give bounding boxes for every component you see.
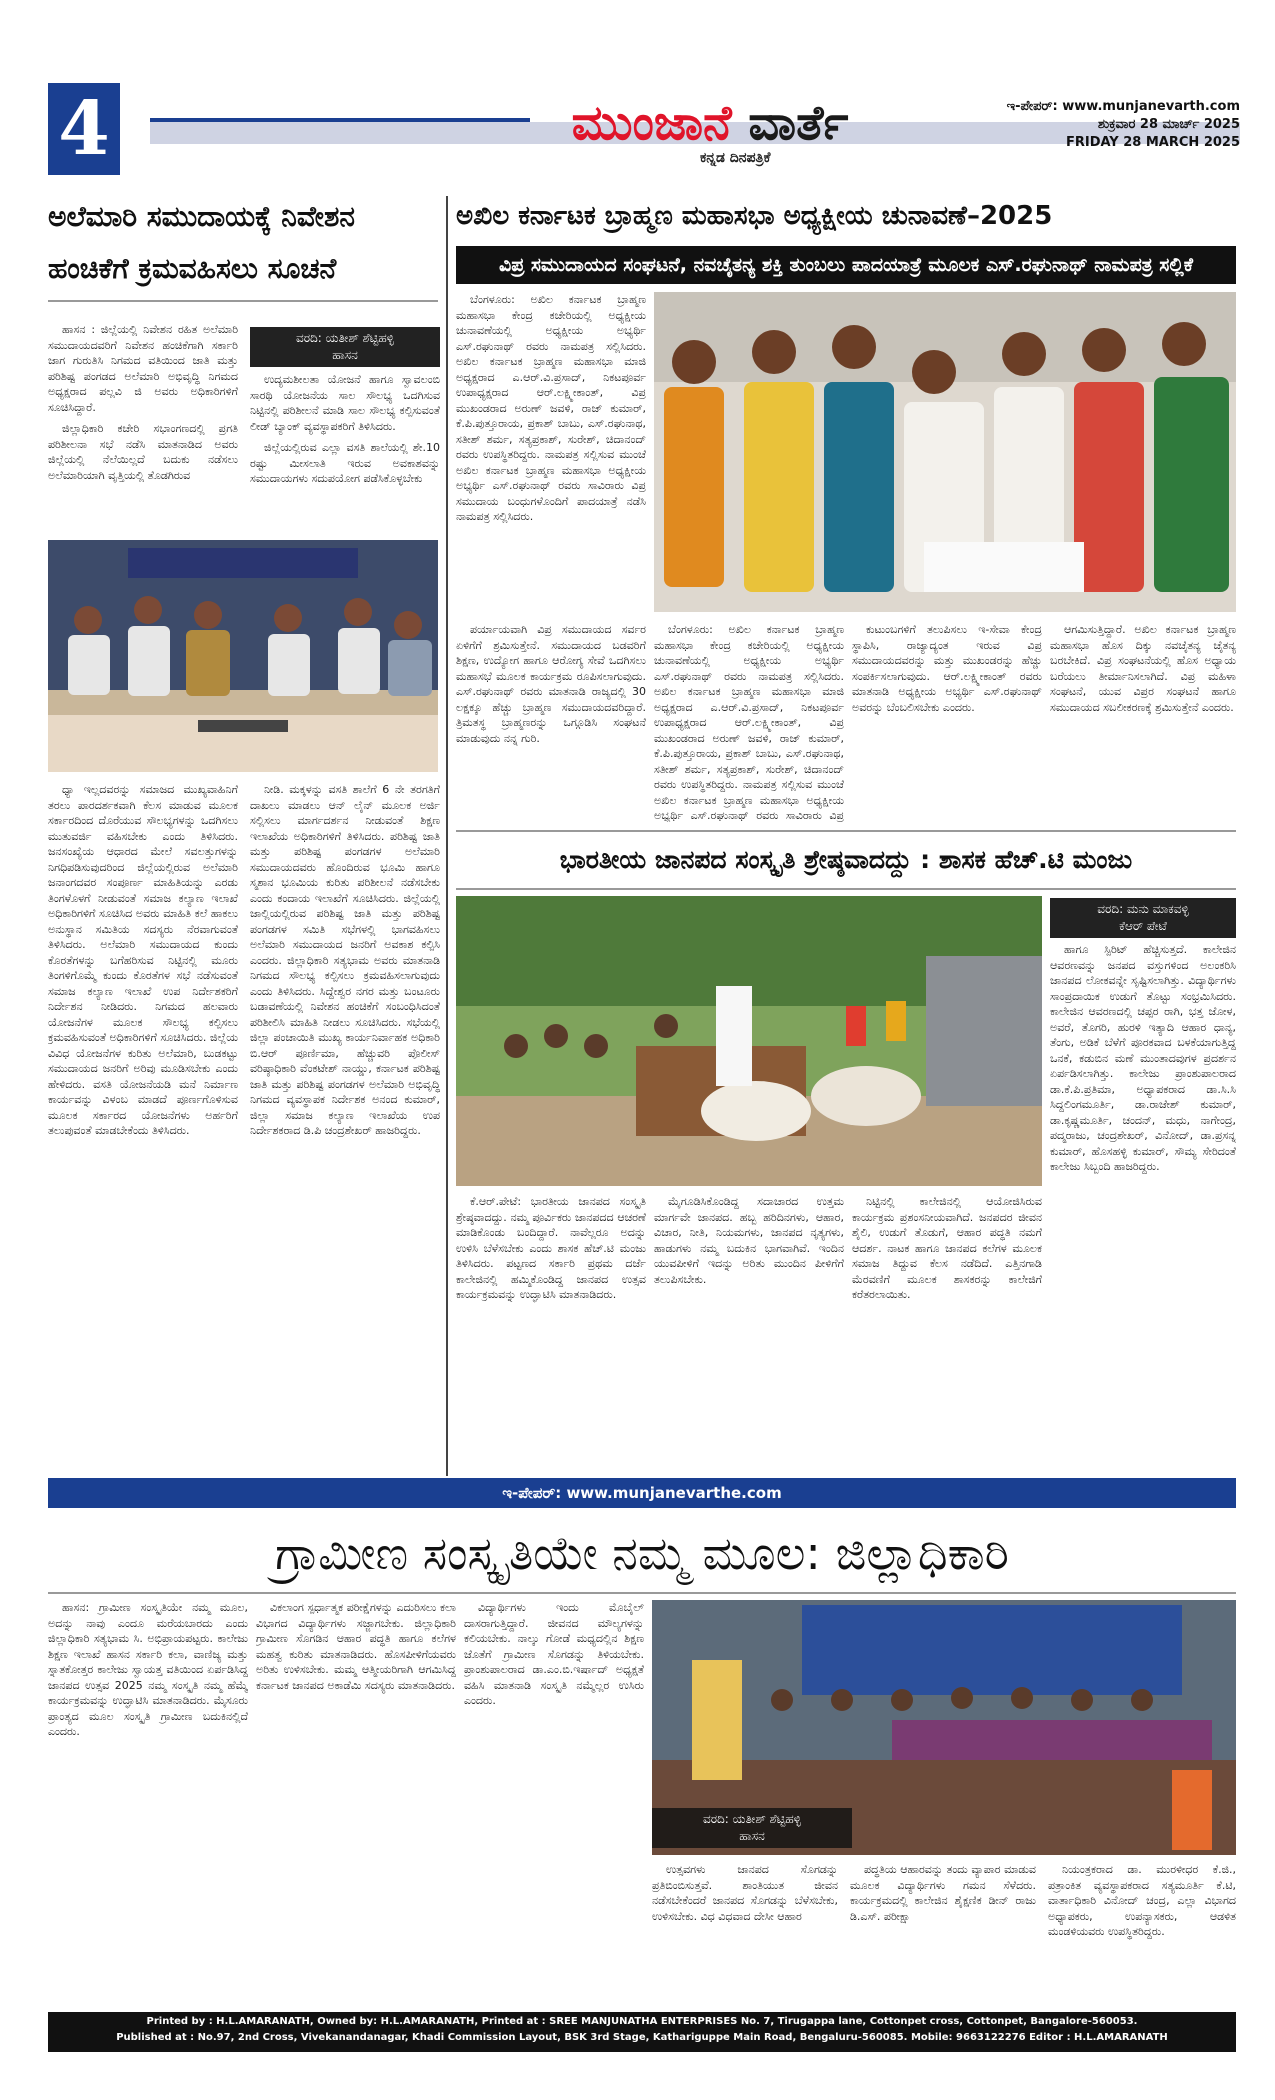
paragraph: ನಿಯಂತ್ರಕರಾದ ಡಾ. ಮುರಳೀಧರ ಕೆ.ಜಿ., ಪತ್ರಾಂಕಿತ ವ್ಯವಸ್ಥಾಪಕರಾದ ಸತ್ಯಮೂರ್ತಿ ಕೆ.ಟಿ, ವಾರ್ತಾಧಿಕಾರಿ ವಿನೋದ್ ಚಂದ್ರ, ಎಲ್ಲಾ ವಿಭಾಗದ ಅಧ್ಯಾಪಕರು, ಉಪನ್ಯಾಸಕರು, ಆಡಳಿತ ಮಂಡಳಿಯವರು ಉಪಸ್ಥಿತರಿದ್ದರು. [1048, 1863, 1236, 1938]
story1-rule [48, 300, 438, 302]
story3-headline: ಭಾರತೀಯ ಜಾನಪದ ಸಂಸ್ಕೃತಿ ಶ್ರೇಷ್ಠವಾದದ್ದು : ಶಾಸಕ ಹೆಚ್.ಟಿ ಮಂಜು [559, 845, 1133, 874]
story2-column-5 [1050, 622, 1236, 822]
story3-column-1 [456, 1194, 646, 1469]
byline-name: ವರದಿ: ಮನು ಮಾಕವಳ್ಳಿ [1097, 902, 1189, 916]
paragraph: ನಿಟ್ಟಿನಲ್ಲಿ ಕಾಲೇಜಿನಲ್ಲಿ ಆಯೋಜಿಸಿರುವ ಕಾರ್ಯಕ್ರಮ ಪ್ರಶಂಸನೀಯವಾಗಿದೆ. ಜನಪದರ ಜೀವನ ಶೈಲಿ, ಉಡುಗೆ ತೊಡುಗೆ, ಆಹಾರ ಪದ್ಧತಿ ನಮಗೆ ಆದರ್ಶ. ನಾಟಕ ಹಾಗೂ ಜಾನಪದ ಕಲೆಗಳ ಮೂಲಕ ಸಮಾಜ ತಿದ್ದುವ ಕೆಲಸ ನಡೆದಿದೆ. ಎತ್ತಿನಗಾಡಿ ಮೆರವಣಿಗೆ ಮೂಲಕ ಶಾಸಕರನ್ನು ಕಾಲೇಜಿಗೆ ಕರೆತರಲಾಯಿತು. [852, 1195, 1042, 1301]
page-number: 4 [48, 83, 120, 175]
imprint-line-2: Published at : No.97, 2nd Cross, Vivekanandanagar, Khadi Commission Layout, BSK 3rd Stage, Kathariguppe Main Road, Bengaluru-560085. Mobile: 9663122276 Editor : H.L.AMARANATH [116, 2032, 1168, 2043]
section-rule [456, 830, 1236, 832]
story2-headline: ಅಖಿಲ ಕರ್ನಾಟಕ ಬ್ರಾಹ್ಮಣ ಮಹಾಸಭಾ ಅಧ್ಯಕ್ಷೀಯ ಚುನಾವಣೆ–2025 [456, 201, 1053, 231]
story4-headline: ಗ್ರಾಮೀಣ ಸಂಸ್ಕೃತಿಯೇ ನಮ್ಮ ಮೂಲ: ಜಿಲ್ಲಾಧಿಕಾರಿ [275, 1526, 1009, 1580]
story2-subheadline: ವಿಪ್ರ ಸಮುದಾಯದ ಸಂಘಟನೆ, ನವಚೈತನ್ಯ ಶಕ್ತಿ ತುಂಬಲು ಪಾದಯಾತ್ರೆ ಮೂಲಕ ಎಸ್.ರಘುನಾಥ್ ನಾಮಪತ್ರ ಸಲ್ಲಿಕೆ [456, 246, 1236, 284]
byline-name: ವರದಿ: ಯತೀಶ್ ಶೆಟ್ಟಿಹಳ್ಳಿ [703, 1812, 801, 1826]
story2-column-3 [654, 622, 844, 822]
story3-column-2 [654, 1194, 844, 1469]
paragraph: ವಿದ್ಯಾರ್ಥಿಗಳು ಇಂದು ಮೊಬೈಲ್ ದಾಸರಾಗುತ್ತಿದ್ದಾರೆ. ಜೀವನದ ಮೌಲ್ಯಗಳನ್ನು ಕಲಿಯಬೇಕು. ನಾಲ್ಕು ಗೋಡೆ ಮಧ್ಯದಲ್ಲಿನ ಶಿಕ್ಷಣ ಜೊತೆಗೆ ಗ್ರಾಮೀಣ ಸೊಗಡನ್ನು ತಿಳಿಯಬೇಕು. ಪ್ರಾಂಶುಪಾಲರಾದ ಡಾ.ಎಂ.ಬಿ.ಇರ್ಷಾದ್ ಅಧ್ಯಕ್ಷತೆ ವಹಿಸಿ ಮಾತನಾಡಿ ಸಂಸ್ಕೃತಿ ನಮ್ಮೆಲ್ಲರ ಉಸಿರು ಎಂದರು. [464, 1601, 644, 1707]
story1-column-1 [48, 322, 238, 532]
paragraph: ಕೆ.ಆರ್.ಪೇಟೆ: ಭಾರತೀಯ ಜಾನಪದ ಸಂಸ್ಕೃತಿ ಶ್ರೇಷ್ಠವಾದದ್ದು. ನಮ್ಮ ಪೂರ್ವಿಕರು ಜಾನಪದದ ಆಚರಣೆ ಮಾಡಿಕೊಂಡು ಬಂದಿದ್ದಾರೆ. ನಾವೆಲ್ಲರೂ ಅದನ್ನು ಉಳಿಸಿ ಬೆಳೆಸಬೇಕು ಎಂದು ಶಾಸಕ ಹೆಚ್.ಟಿ ಮಂಜು ತಿಳಿಸಿದರು. ಪಟ್ಟಣದ ಸರ್ಕಾರಿ ಪ್ರಥಮ ದರ್ಜೆ ಕಾಲೇಜಿನಲ್ಲಿ ಹಮ್ಮಿಕೊಂಡಿದ್ದ ಜಾನಪದ ಉತ್ಸವ ಕಾರ್ಯಕ್ರಮವನ್ನು ಉದ್ಘಾಟಿಸಿ ಮಾತನಾಡಿದರು. [456, 1195, 646, 1301]
paragraph: ಹಾಗೂ ಸ್ಪಿರಿಟ್ ಹೆಚ್ಚಿಸುತ್ತದೆ. ಕಾಲೇಜಿನ ಆವರಣವನ್ನು ಜನಪದ ವಸ್ತುಗಳಿಂದ ಅಲಂಕರಿಸಿ ಜಾನಪದ ಲೋಕವನ್ನೇ ಸೃಷ್ಟಿಸಲಾಗಿತ್ತು. ವಿದ್ಯಾರ್ಥಿಗಳು ಸಾಂಪ್ರದಾಯಿಕ ಉಡುಗೆ ತೊಟ್ಟು ಸಂಭ್ರಮಿಸಿದರು. ಕಾಲೇಜಿನ ಆವರಣದಲ್ಲಿ ಚಪ್ಪರ ರಾಗಿ, ಭತ್ತ ಜೋಳ, ಅವರೆ, ತೊಗರಿ, ಹುರಳಿ ಇತ್ಯಾದಿ ಆಹಾರ ಧಾನ್ಯ, ತೆಂಗು, ಅಡಿಕೆ ಬೆಳೆಗೆ ಪೂರಕವಾದ ಬಳಕೆಯಾಗುತ್ತಿದ್ದ ಒನಕೆ, ಕಡುಬಿನ ಮಣೆ ಮುಂತಾದವುಗಳ ಪ್ರದರ್ಶನ ಏರ್ಪಡಿಸಲಾಗಿತ್ತು. ಕಾಲೇಜು ಪ್ರಾಂಶುಪಾಲರಾದ ಡಾ.ಕೆ.ಪಿ.ಪ್ರತಿಮಾ, ಅಧ್ಯಾಪಕರಾದ ಡಾ.ಸಿ.ಸಿ ಸಿದ್ದಲಿಂಗಮೂರ್ತಿ, ಡಾ.ರಾಜೇಶ್ ಕುಮಾರ್, ಡಾ.ಕೃಷ್ಣಮೂರ್ತಿ, ಚಂದನ್, ಮಧು, ನಾಗೇಂದ್ರ, ಪದ್ಮರಾಜು, ಚಂದ್ರಶೇಖರ್, ವಿನೋದ್, ಡಾ.ಪ್ರಸನ್ನ ಕುಮಾರ್, ಹೊಸಹಳ್ಳಿ ಕುಮಾರ್, ಸೌಮ್ಯ ಸೇರಿದಂತೆ ಕಾಲೇಜು ಸಿಬ್ಬಂದಿ ಹಾಜರಿದ್ದರು. [1050, 943, 1236, 1173]
date-kannada: ಶುಕ್ರವಾರ 28 ಮಾರ್ಚ್ 2025 [1097, 117, 1240, 132]
story4-column-2 [256, 1600, 456, 1995]
masthead-subtitle: ಕನ್ನಡ ದಿನಪತ್ರಿಕೆ [700, 150, 771, 166]
story4-column-1 [48, 1600, 248, 1995]
story1-lower-column-2 [250, 782, 440, 1472]
story3-photo [456, 896, 1042, 1186]
paragraph: ಉದ್ಯಮಶೀಲತಾ ಯೋಜನೆ ಹಾಗೂ ಸ್ವಾವಲಂಬಿ ಸಾರಥಿ ಯೋಜನೆಯ ಸಾಲ ಸೌಲಭ್ಯ ಒದಗಿಸುವ ನಿಟ್ಟಿನಲ್ಲಿ ಪರಿಶೀಲನೆ ಮಾಡಿ ಸಾಲ ಸೌಲಭ್ಯ ಕಲ್ಪಿಸುವಂತೆ ಲೀಡ್ ಬ್ಯಾಂಕ್ ವ್ಯವಸ್ಥಾಪಕರಿಗೆ ತಿಳಿಸಿದರು. [250, 373, 440, 433]
story4-column-3 [464, 1600, 644, 1825]
paragraph: ವಿಕಲಾಂಗ ಸ್ಪರ್ಧಾತ್ಮಕ ಪರೀಕ್ಷೆಗಳನ್ನು ಎದುರಿಸಲು ಕಲಾ ವಿಭಾಗದ ವಿದ್ಯಾರ್ಥಿಗಳು ಸಜ್ಜಾಗಬೇಕು. ಜಿಲ್ಲಾಧಿಕಾರಿ ಗ್ರಾಮೀಣ ಸೊಗಡಿನ ಆಹಾರ ಪದ್ಧತಿ ಹಾಗೂ ಕಲೆಗಳ ಮಹತ್ವ ಕುರಿತು ಮಾತನಾಡಿದರು. ಹೊಸಪೀಳಿಗೆಯವರು ಅರಿತು ಉಳಿಸಬೇಕು. ಮಮ್ಮ ಆತ್ಮೀಯರಿಗಾಗಿ ಆಗಮಿಸಿದ್ದ ಕರ್ನಾಟಕ ಜಾನಪದ ಅಕಾಡೆಮಿ ಸದಸ್ಯರು ಮಾತನಾಡಿದರು. [256, 1601, 456, 1692]
story3-right-column [1050, 942, 1236, 1467]
byline-place: ಹಾಸನ [739, 1829, 765, 1843]
nomination-photo-illustration [654, 292, 1236, 612]
paragraph: ಮೈಗೂಡಿಸಿಕೊಂಡಿದ್ದ ಸದಾಚಾರದ ಉತ್ತಮ ಮಾರ್ಗವೇ ಜಾನಪದ. ಹಬ್ಬ ಹರಿದಿನಗಳು, ಆಹಾರ, ವಿಚಾರ, ನೀತಿ, ನಿಯಮಗಳು, ಜಾನಪದ ನೃತ್ಯಗಳು, ಹಾಡುಗಳು ನಮ್ಮ ಬದುಕಿನ ಭಾಗವಾಗಿವೆ. ಇಂದಿನ ಯುವಪೀಳಿಗೆ ಇದನ್ನು ಅರಿತು ಮುಂದಿನ ಪೀಳಿಗೆಗೆ ತಲುಪಿಸಬೇಕು. [654, 1195, 844, 1286]
logo-word-2: ವಾರ್ತೆ [748, 95, 849, 151]
byline-place: ಹಾಸನ [332, 348, 358, 362]
paragraph: ಬೆಂಗಳೂರು: ಅಖಿಲ ಕರ್ನಾಟಕ ಬ್ರಾಹ್ಮಣ ಮಹಾಸಭಾ ಕೇಂದ್ರ ಕಚೇರಿಯಲ್ಲಿ ಅಧ್ಯಕ್ಷೀಯ ಚುನಾವಣೆಯಲ್ಲಿ ಅಧ್ಯಕ್ಷೀಯ ಅಭ್ಯರ್ಥಿ ಎಸ್.ರಘುನಾಥ್ ರವರು ನಾಮಪತ್ರ ಸಲ್ಲಿಸಿದರು. ಅಖಿಲ ಕರ್ನಾಟಕ ಬ್ರಾಹ್ಮಣ ಮಹಾಸಭಾ ಮಾಜಿ ಅಧ್ಯಕ್ಷರಾದ ಎ.ಆರ್.ವಿ.ಪ್ರಸಾದ್, ನಿಕಟಪೂರ್ವ ಉಪಾಧ್ಯಕ್ಷರಾದ ಆರ್.ಲಕ್ಷ್ಮೀಕಾಂತ್, ವಿಪ್ರ ಮುಖಂಡರಾದ ಅರುಣ್ ಜವಳಿ, ರಾಜ್ ಕುಮಾರ್, ಕೆ.ಪಿ.ಪುತ್ತೂರಾಯ, ಪ್ರಕಾಶ್ ಬಾಬು, ಎಸ್.ರಘುನಾಥ, ಸತೀಶ್ ಶರ್ಮ, ಸತ್ಯಪ್ರಕಾಶ್, ಸುರೇಶ್, ಚಿದಾನಂದ್ ರವರು ಉಪಸ್ಥಿತರಿದ್ದರು. ನಾಮಪತ್ರ ಸಲ್ಲಿಸುವ ಮುಂಚೆ ಅಖಿಲ ಕರ್ನಾಟಕ ಬ್ರಾಹ್ಮಣ ಮಹಾಸಭಾ ಅಧ್ಯಕ್ಷೀಯ ಅಭ್ಯರ್ಥಿ ಎಸ್.ರಘುನಾಥ್ ರವರು ಸಾವಿರಾರು ವಿಪ್ರ [654, 623, 844, 822]
story1-column-2 [250, 372, 440, 532]
paragraph: ಪದ್ಧತಿಯ ಆಹಾರವನ್ನು ತಂದು ವ್ಯಾಪಾರ ಮಾಡುವ ಮೂಲಕ ವಿದ್ಯಾರ್ಥಿಗಳು ಗಮನ ಸೆಳೆದರು. ಕಾರ್ಯಕ್ರಮದಲ್ಲಿ ಕಾಲೇಜಿನ ಶೈಕ್ಷಣಿಕ ಡೀನ್ ರಾಜು ಡಿ.ಎಸ್. ಪರೀಕ್ಷಾ [850, 1863, 1036, 1923]
byline-place: ಕೆಆರ್ ಪೇಟೆ [1119, 919, 1167, 933]
story1-headline-line2: ಹಂಚಿಕೆಗೆ ಕ್ರಮವಹಿಸಲು ಸೂಚನೆ [48, 252, 337, 285]
date-english: FRIDAY 28 MARCH 2025 [1065, 135, 1240, 150]
story1-headline-line1: ಅಲೆಮಾರಿ ಸಮುದಾಯಕ್ಕೆ ನಿವೇಶನ [48, 200, 355, 233]
imprint-line-1: Printed by : H.L.AMARANATH, Owned by: H.L.AMARANATH, Printed at : SREE MANJUNATHA ENTERPRISES No. 7, Tirugappa lane, Cottonpet cross, Cottonpet, Bangalore-560053. [146, 2016, 1138, 2027]
story1-lower-column-1 [48, 782, 238, 1472]
column-divider [446, 196, 448, 1476]
paragraph: ಕುಟುಂಬಗಳಿಗೆ ತಲುಪಿಸಲು ಇ-ಸೇವಾ ಕೇಂದ್ರ ಸ್ಥಾಪಿಸಿ, ರಾಜ್ಯಾದ್ಯಂತ ಇರುವ ವಿಪ್ರ ಸಮುದಾಯದವರನ್ನು ಮತ್ತು ಮುಖಂಡರನ್ನು ಹೆಚ್ಚು ಸಂಪರ್ಕಿಸಲಾಗುವುದು. ಆರ್.ಲಕ್ಷ್ಮೀಕಾಂತ್ ರವರು ಮಾತನಾಡಿ ಅಧ್ಯಕ್ಷೀಯ ಅಭ್ಯರ್ಥಿ ಎಸ್.ರಘುನಾಥ್ ಅವರನ್ನು ಬೆಂಬಲಿಸಬೇಕು ಎಂದರು. [852, 623, 1042, 714]
folk-festival-photo-illustration [456, 896, 1042, 1186]
story4-lower-column-1 [652, 1862, 838, 1995]
story2-column-4 [852, 622, 1042, 822]
story3-column-3 [852, 1194, 1042, 1469]
paragraph: ಧ್ಯಾ ಇಲ್ಲದವರನ್ನು ಸಮಾಜದ ಮುಖ್ಯವಾಹಿನಿಗೆ ತರಲು ಪಾರದರ್ಶಕವಾಗಿ ಕೆಲಸ ಮಾಡುವ ಮೂಲಕ ಸರ್ಕಾರದಿಂದ ದೊರೆಯುವ ಸೌಲಭ್ಯಗಳನ್ನು ಒದಗಿಸಲು ಮುತುವರ್ಜಿ ವಹಿಸಬೇಕು ಎಂದು ತಿಳಿಸಿದರು. ಜನಸಂಖ್ಯೆಯ ಆಧಾರದ ಮೇಲೆ ಸವಲತ್ತುಗಳನ್ನು ನಿಗಧಿಪಡಿಸುವುದರಿಂದ ಜಿಲ್ಲೆಯಲ್ಲಿರುವ ಅಲೆಮಾರಿ ಜನಾಂಗದವರ ಸಂಪೂರ್ಣ ಮಾಹಿತಿಯನ್ನು ಎರಡು ತಿಂಗಳೊಳಗೆ ನೀಡುವಂತೆ ಸಮಾಜ ಕಲ್ಯಾಣ ಇಲಾಖೆ ಅಧಿಕಾರಿಗಳಿಗೆ ಸೂಚಿಸಿದ ಅವರು ಮಾಹಿತಿ ಕಲೆ ಹಾಕಲು ಅನುಸ್ಥಾನ ಸಮಿತಿಯ ಸದಸ್ಯರು ನೆರವಾಗುವಂತೆ ತಿಳಿಸಿದರು. ಅಲೆಮಾರಿ ಸಮುದಾಯದ ಕುಂದು ಕೊರತೆಗಳನ್ನು ಬಗೆಹರಿಸುವ ನಿಟ್ಟಿನಲ್ಲಿ ಮೂರು ತಿಂಗಳಿಗೊಮ್ಮೆ ಕುಂದು ಕೊರತೆಗಳ ಸಭೆ ನಡೆಸುವಂತೆ ಸಮಾಜ ಕಲ್ಯಾಣ ಇಲಾಖೆ ಉಪ ನಿರ್ದೇಶಕರಿಗೆ ನಿರ್ದೇಶನ ನೀಡಿದರು. ನಿಗಮದ ಹಲವಾರು ಯೋಜನೆಗಳ ಮೂಲಕ ಸೌಲಭ್ಯ ಕಲ್ಪಿಸಲು ಕ್ರಮವಹಿಸುವಂತೆ ಅಧಿಕಾರಿಗಳಿಗೆ ಸೂಚಿಸಿದರು. ಜಿಲ್ಲೆಯ ವಿವಿಧ ಯೋಜನೆಗಳ ಕುರಿತು ಅಲೆಮಾರಿ, ಬುಡಕಟ್ಟು ಸಮುದಾಯದ ಜನರಿಗೆ ಅರಿವು ಮೂಡಿಸಬೇಕು ಎಂದು ಹೇಳಿದರು. ವಸತಿ ಯೋಜನೆಯಡಿ ಮನೆ ನಿರ್ಮಾಣ ಕಾರ್ಯವನ್ನು ವಿಳಂಬ ಮಾಡದೆ ಪೂರ್ಣಗೊಳಿಸುವ ಮೂಲಕ ಸರ್ಕಾರದ ಯೋಜನೆಗಳು ಅರ್ಹರಿಗೆ ತಲುಪುವಂತೆ ಮಾಡಬೇಕೆಂದು ತಿಳಿಸಿದರು. [48, 783, 238, 1137]
paragraph: ಹಾಸನ : ಜಿಲ್ಲೆಯಲ್ಲಿ ನಿವೇಶನ ರಹಿತ ಅಲೆಮಾರಿ ಸಮುದಾಯದವರಿಗೆ ನಿವೇಶನ ಹಂಚಿಕೆಗಾಗಿ ಸರ್ಕಾರಿ ಜಾಗ ಗುರುತಿಸಿ ನಿಗಮದ ವತಿಯಿಂದ ಜಾತಿ ಮತ್ತು ಪರಿಶಿಷ್ಟ ಪಂಗಡದ ಅಲೆಮಾರಿ ಅಭಿವೃದ್ಧಿ ನಿಗಮದ ಅಧ್ಯಕ್ಷರಾದ ಪಲ್ಲವಿ ಜಿ ಅವರು ಅಧಿಕಾರಿಗಳಿಗೆ ಸೂಚಿಸಿದ್ದಾರೆ. [48, 323, 238, 414]
paragraph: ಪರ್ಯಾಯವಾಗಿ ವಿಪ್ರ ಸಮುದಾಯದ ಸರ್ವರ ಏಳಿಗೆಗೆ ಶ್ರಮಿಸುತ್ತೇನೆ. ಸಮುದಾಯದ ಬಡವರಿಗೆ ಶಿಕ್ಷಣ, ಉದ್ಯೋಗ ಹಾಗೂ ಆರೋಗ್ಯ ಸೇವೆ ಒದಗಿಸಲು ಮಹಾಸಭೆ ಮೂಲಕ ಕಾರ್ಯಕ್ರಮ ರೂಪಿಸಲಾಗುವುದು. ಎಸ್.ರಘುನಾಥ್ ರವರು ಮಾತನಾಡಿ ರಾಜ್ಯದಲ್ಲಿ 30 ಲಕ್ಷಕ್ಕೂ ಹೆಚ್ಚು ಬ್ರಾಹ್ಮಣ ಸಮುದಾಯದವರಿದ್ದಾರೆ. ತ್ರಿಮತಸ್ಥ ಬ್ರಾಹ್ಮಣರನ್ನು ಒಗ್ಗೂಡಿಸಿ ಸಂಘಟನೆ ಮಾಡುವುದು ನನ್ನ ಗುರಿ. [456, 623, 646, 745]
paragraph: ನೀಡಿ. ಮಕ್ಕಳನ್ನು ವಸತಿ ಶಾಲೆಗೆ 6 ನೇ ತರಗತಿಗೆ ದಾಖಲು ಮಾಡಲು ಆನ್ ಲೈನ್ ಮೂಲಕ ಅರ್ಜಿ ಸಲ್ಲಿಸಲು ಮಾರ್ಗದರ್ಶನ ನೀಡುವಂತೆ ಶಿಕ್ಷಣ ಇಲಾಖೆಯ ಅಧಿಕಾರಿಗಳಿಗೆ ತಿಳಿಸಿದರು. ಪರಿಶಿಷ್ಟ ಜಾತಿ ಮತ್ತು ಪರಿಶಿಷ್ಟ ಪಂಗಡಗಳ ಅಲೆಮಾರಿ ಸಮುದಾಯದವರು ಹೊಂದಿರುವ ಭೂಮಿ ಹಾಗೂ ಸ್ಮಶಾನ ಭೂಮಿಯ ಕುರಿತು ಪರಿಶೀಲನೆ ನಡೆಸಬೇಕು ಎಂದು ಕಂದಾಯ ಇಲಾಖೆಗೆ ಸೂಚಿಸಿದರು. ಜಿಲ್ಲೆಯಲ್ಲಿ ಜಾಲ್ಲಿಯಲ್ಲಿರುವ ಪರಿಶಿಷ್ಟ ಜಾತಿ ಮತ್ತು ಪರಿಶಿಷ್ಟ ಪಂಗಡಗಳ ಸಮಿತಿ ಸಭೆಗಳಲ್ಲಿ ಭಾಗವಹಿಸಲು ಅಲೆಮಾರಿ ಸಮುದಾಯದ ಜನರಿಗೆ ಅವಕಾಶ ಕಲ್ಪಿಸಿ ಎಂದರು. ಜಿಲ್ಲಾಧಿಕಾರಿ ಸತ್ಯಭಾಮ ಅವರು ಮಾತನಾಡಿ ನಿಗಮದ ಸೌಲಭ್ಯ ಕಲ್ಪಿಸಲು ಕ್ರಮವಹಿಸಲಾಗುವುದು ಎಂದು ತಿಳಿಸಿದರು. ಸಿದ್ದೇಶ್ವರ ನಗರ ಮತ್ತು ಬಂಟೂರು ಬಡಾವಣೆಯಲ್ಲಿ ನಿವೇಶನ ಹಂಚಿಕೆಗೆ ಸಂಬಂಧಿಸಿದಂತೆ ಪರಿಶೀಲಿಸಿ ಮಾಹಿತಿ ನೀಡಲು ಸೂಚಿಸಿದರು. ಸಭೆಯಲ್ಲಿ ಜಿಲ್ಲಾ ಪಂಚಾಯಿತಿ ಮುಖ್ಯ ಕಾರ್ಯನಿರ್ವಾಹಕ ಅಧಿಕಾರಿ ಬಿ.ಆರ್ ಪೂರ್ಣಿಮಾ, ಹೆಚ್ಚುವರಿ ಪೊಲೀಸ್ ವರಿಷ್ಠಾಧಿಕಾರಿ ವೆಂಕಟೇಶ್ ನಾಯ್ಡು, ಕರ್ನಾಟಕ ಪರಿಶಿಷ್ಟ ಜಾತಿ ಮತ್ತು ಪರಿಶಿಷ್ಟ ಪಂಗಡಗಳ ಅಲೆಮಾರಿ ಅಭಿವೃದ್ಧಿ ನಿಗಮದ ವ್ಯವಸ್ಥಾಪಕ ನಿರ್ದೇಶಕ ಅನಂದ ಕುಮಾರ್, ಜಿಲ್ಲಾ ಸಮಾಜ ಕಲ್ಯಾಣ ಇಲಾಖೆಯ ಉಪ ನಿರ್ದೇಶಕರಾದ ಡಿ.ಪಿ ಚಂದ್ರಶೇಖರ್ ಹಾಜರಿದ್ದರು. [250, 783, 440, 1137]
masthead-info [920, 98, 1240, 152]
story4-lower-column-3 [1048, 1862, 1236, 1995]
story2-photo [654, 292, 1236, 612]
story2-column-2 [456, 622, 646, 822]
epaper-link[interactable]: ಇ-ಪೇಪರ್: www.munjanevarth.com [1006, 99, 1240, 114]
paragraph: ಉತ್ಸವಗಳು ಜಾನಪದ ಸೊಗಡನ್ನು ಪ್ರತಿಬಿಂಬಿಸುತ್ತವೆ. ಶಾಂತಿಯುತ ಜೀವನ ನಡೆಸಬೇಕೆಂದರೆ ಜಾನಪದ ಸೊಗಡನ್ನು ಬೆಳೆಸಬೇಕು, ಉಳಿಸಬೇಕು. ವಿಧ ವಿಧವಾದ ದೇಸೀ ಆಹಾರ [652, 1863, 838, 1923]
paragraph: ಹಾಸನ: ಗ್ರಾಮೀಣ ಸಂಸ್ಕೃತಿಯೇ ನಮ್ಮ ಮೂಲ, ಅದನ್ನು ನಾವು ಎಂದೂ ಮರೆಯಬಾರದು ಎಂದು ಜಿಲ್ಲಾಧಿಕಾರಿ ಸತ್ಯಭಾಮ ಸಿ. ಅಭಿಪ್ರಾಯಪಟ್ಟರು. ಕಾಲೇಜು ಶಿಕ್ಷಣ ಇಲಾಖೆ ಹಾಸನ ಸರ್ಕಾರಿ ಕಲಾ, ವಾಣಿಜ್ಯ ಮತ್ತು ಸ್ನಾತಕೋತ್ತರ ಕಾಲೇಜು ಸ್ವಾಯತ್ತ ವತಿಯಿಂದ ಏರ್ಪಡಿಸಿದ್ದ ಜಾನಪದ ಉತ್ಸವ 2025 ನಮ್ಮ ಸಂಸ್ಕೃತಿ ನಮ್ಮ ಹೆಮ್ಮೆ ಕಾರ್ಯಕ್ರಮವನ್ನು ಉದ್ಘಾಟಿಸಿ ಮಾತನಾಡಿದರು. ಮೈಸೂರು ಪ್ರಾಂತ್ಯದ ಮೂಲ ಸಂಸ್ಕೃತಿ ಗ್ರಾಮೀಣ ಬದುಕಿನಲ್ಲಿದೆ ಎಂದರು. [48, 1601, 248, 1738]
paragraph: ಆಗಮಿಸುತ್ತಿದ್ದಾರೆ. ಅಖಿಲ ಕರ್ನಾಟಕ ಬ್ರಾಹ್ಮಣ ಮಹಾಸಭಾ ಹೊಸ ದಿಕ್ಕು ನವಚೈತನ್ಯ ಚೈತನ್ಯ ಬರಬೇಕಿದೆ. ವಿಪ್ರ ಸಂಘಟನೆಯಲ್ಲಿ ಹೊಸ ಅಧ್ಯಾಯ ಬರೆಯಲು ತೀರ್ಮಾನಿಸಲಾಗಿದೆ. ವಿಪ್ರ ಮಹಿಳಾ ಸಂಘಟನೆ, ಯುವ ವಿಪ್ರರ ಸಂಘಟನೆ ಹಾಗೂ ಸಮುದಾಯದ ಸಬಲೀಕರಣಕ್ಕೆ ಶ್ರಮಿಸುತ್ತೇನೆ ಎಂದರು. [1050, 623, 1236, 714]
paragraph: ಜಿಲ್ಲಾಧಿಕಾರಿ ಕಚೇರಿ ಸಭಾಂಗಣದಲ್ಲಿ ಪ್ರಗತಿ ಪರಿಶೀಲನಾ ಸಭೆ ನಡೆಸಿ ಮಾತನಾಡಿದ ಅವರು ಜಿಲ್ಲೆಯಲ್ಲಿ ನೆಲೆಯಿಲ್ಲದೆ ಬದುಕು ನಡೆಸಲು ಅಲೆಮಾರಿಯಾಗಿ ವೃತ್ತಿಯಲ್ಲಿ ತೊಡಗಿರುವ [48, 422, 238, 482]
story4-rule [48, 1592, 1236, 1594]
meeting-photo-illustration [48, 540, 438, 772]
story1-byline [250, 327, 440, 367]
byline-name: ವರದಿ: ಯತೀಶ್ ಶೆಟ್ಟಿಹಳ್ಳಿ [296, 331, 394, 345]
imprint-footer [48, 2012, 1236, 2052]
story3-rule [456, 888, 1236, 890]
story3-byline [1050, 898, 1236, 938]
masthead-rule [150, 118, 530, 122]
story1-photo [48, 540, 438, 772]
story4-lower-column-2 [850, 1862, 1036, 1995]
story4-byline [652, 1808, 852, 1848]
paragraph: ಬೆಂಗಳೂರು: ಅಖಿಲ ಕರ್ನಾಟಕ ಬ್ರಾಹ್ಮಣ ಮಹಾಸಭಾ ಕೇಂದ್ರ ಕಚೇರಿಯಲ್ಲಿ ಅಧ್ಯಕ್ಷೀಯ ಚುನಾವಣೆಯಲ್ಲಿ ಅಧ್ಯಕ್ಷೀಯ ಅಭ್ಯರ್ಥಿ ಎಸ್.ರಘುನಾಥ್ ರವರು ನಾಮಪತ್ರ ಸಲ್ಲಿಸಿದರು. ಅಖಿಲ ಕರ್ನಾಟಕ ಬ್ರಾಹ್ಮಣ ಮಹಾಸಭಾ ಮಾಜಿ ಅಧ್ಯಕ್ಷರಾದ ಎ.ಆರ್.ವಿ.ಪ್ರಸಾದ್, ನಿಕಟಪೂರ್ವ ಉಪಾಧ್ಯಕ್ಷರಾದ ಆರ್.ಲಕ್ಷ್ಮೀಕಾಂತ್, ವಿಪ್ರ ಮುಖಂಡರಾದ ಅರುಣ್ ಜವಳಿ, ರಾಜ್ ಕುಮಾರ್, ಕೆ.ಪಿ.ಪುತ್ತೂರಾಯ, ಪ್ರಕಾಶ್ ಬಾಬು, ಎಸ್.ರಘುನಾಥ, ಸತೀಶ್ ಶರ್ಮ, ಸತ್ಯಪ್ರಕಾಶ್, ಸುರೇಶ್, ಚಿದಾನಂದ್ ರವರು ಉಪಸ್ಥಿತರಿದ್ದರು. ನಾಮಪತ್ರ ಸಲ್ಲಿಸುವ ಮುಂಚೆ ಅಖಿಲ ಕರ್ನಾಟಕ ಬ್ರಾಹ್ಮಣ ಮಹಾಸಭಾ ಅಧ್ಯಕ್ಷೀಯ ಅಭ್ಯರ್ಥಿ ಎಸ್.ರಘುನಾಥ್ ರವರು ಸಾವಿರಾರು ವಿಪ್ರ ಸಮುದಾಯ ಬಂಧುಗಳೊಂದಿಗೆ ಪಾದಯಾತ್ರೆ ನಡೆಸಿ ನಾಮಪತ್ರ ಸಲ್ಲಿಸಿದರು. [456, 293, 646, 523]
newspaper-logo [540, 94, 880, 154]
epaper-band[interactable]: ಇ-ಪೇಪರ್: www.munjanevarthe.com [48, 1478, 1236, 1508]
paragraph: ಜಿಲ್ಲೆಯಲ್ಲಿರುವ ಎಲ್ಲಾ ವಸತಿ ಶಾಲೆಯಲ್ಲಿ ಶೇ.10 ರಷ್ಟು ಮೀಸಲಾತಿ ಇರುವ ಅವಕಾಶವನ್ನು ಸಮುದಾಯಗಳು ಸದುಪಯೋಗ ಪಡೆಸಿಕೊಳ್ಳಬೇಕು [250, 441, 440, 485]
story2-column-1 [456, 292, 646, 612]
logo-word-1: ಮುಂಜಾನೆ [571, 95, 732, 151]
